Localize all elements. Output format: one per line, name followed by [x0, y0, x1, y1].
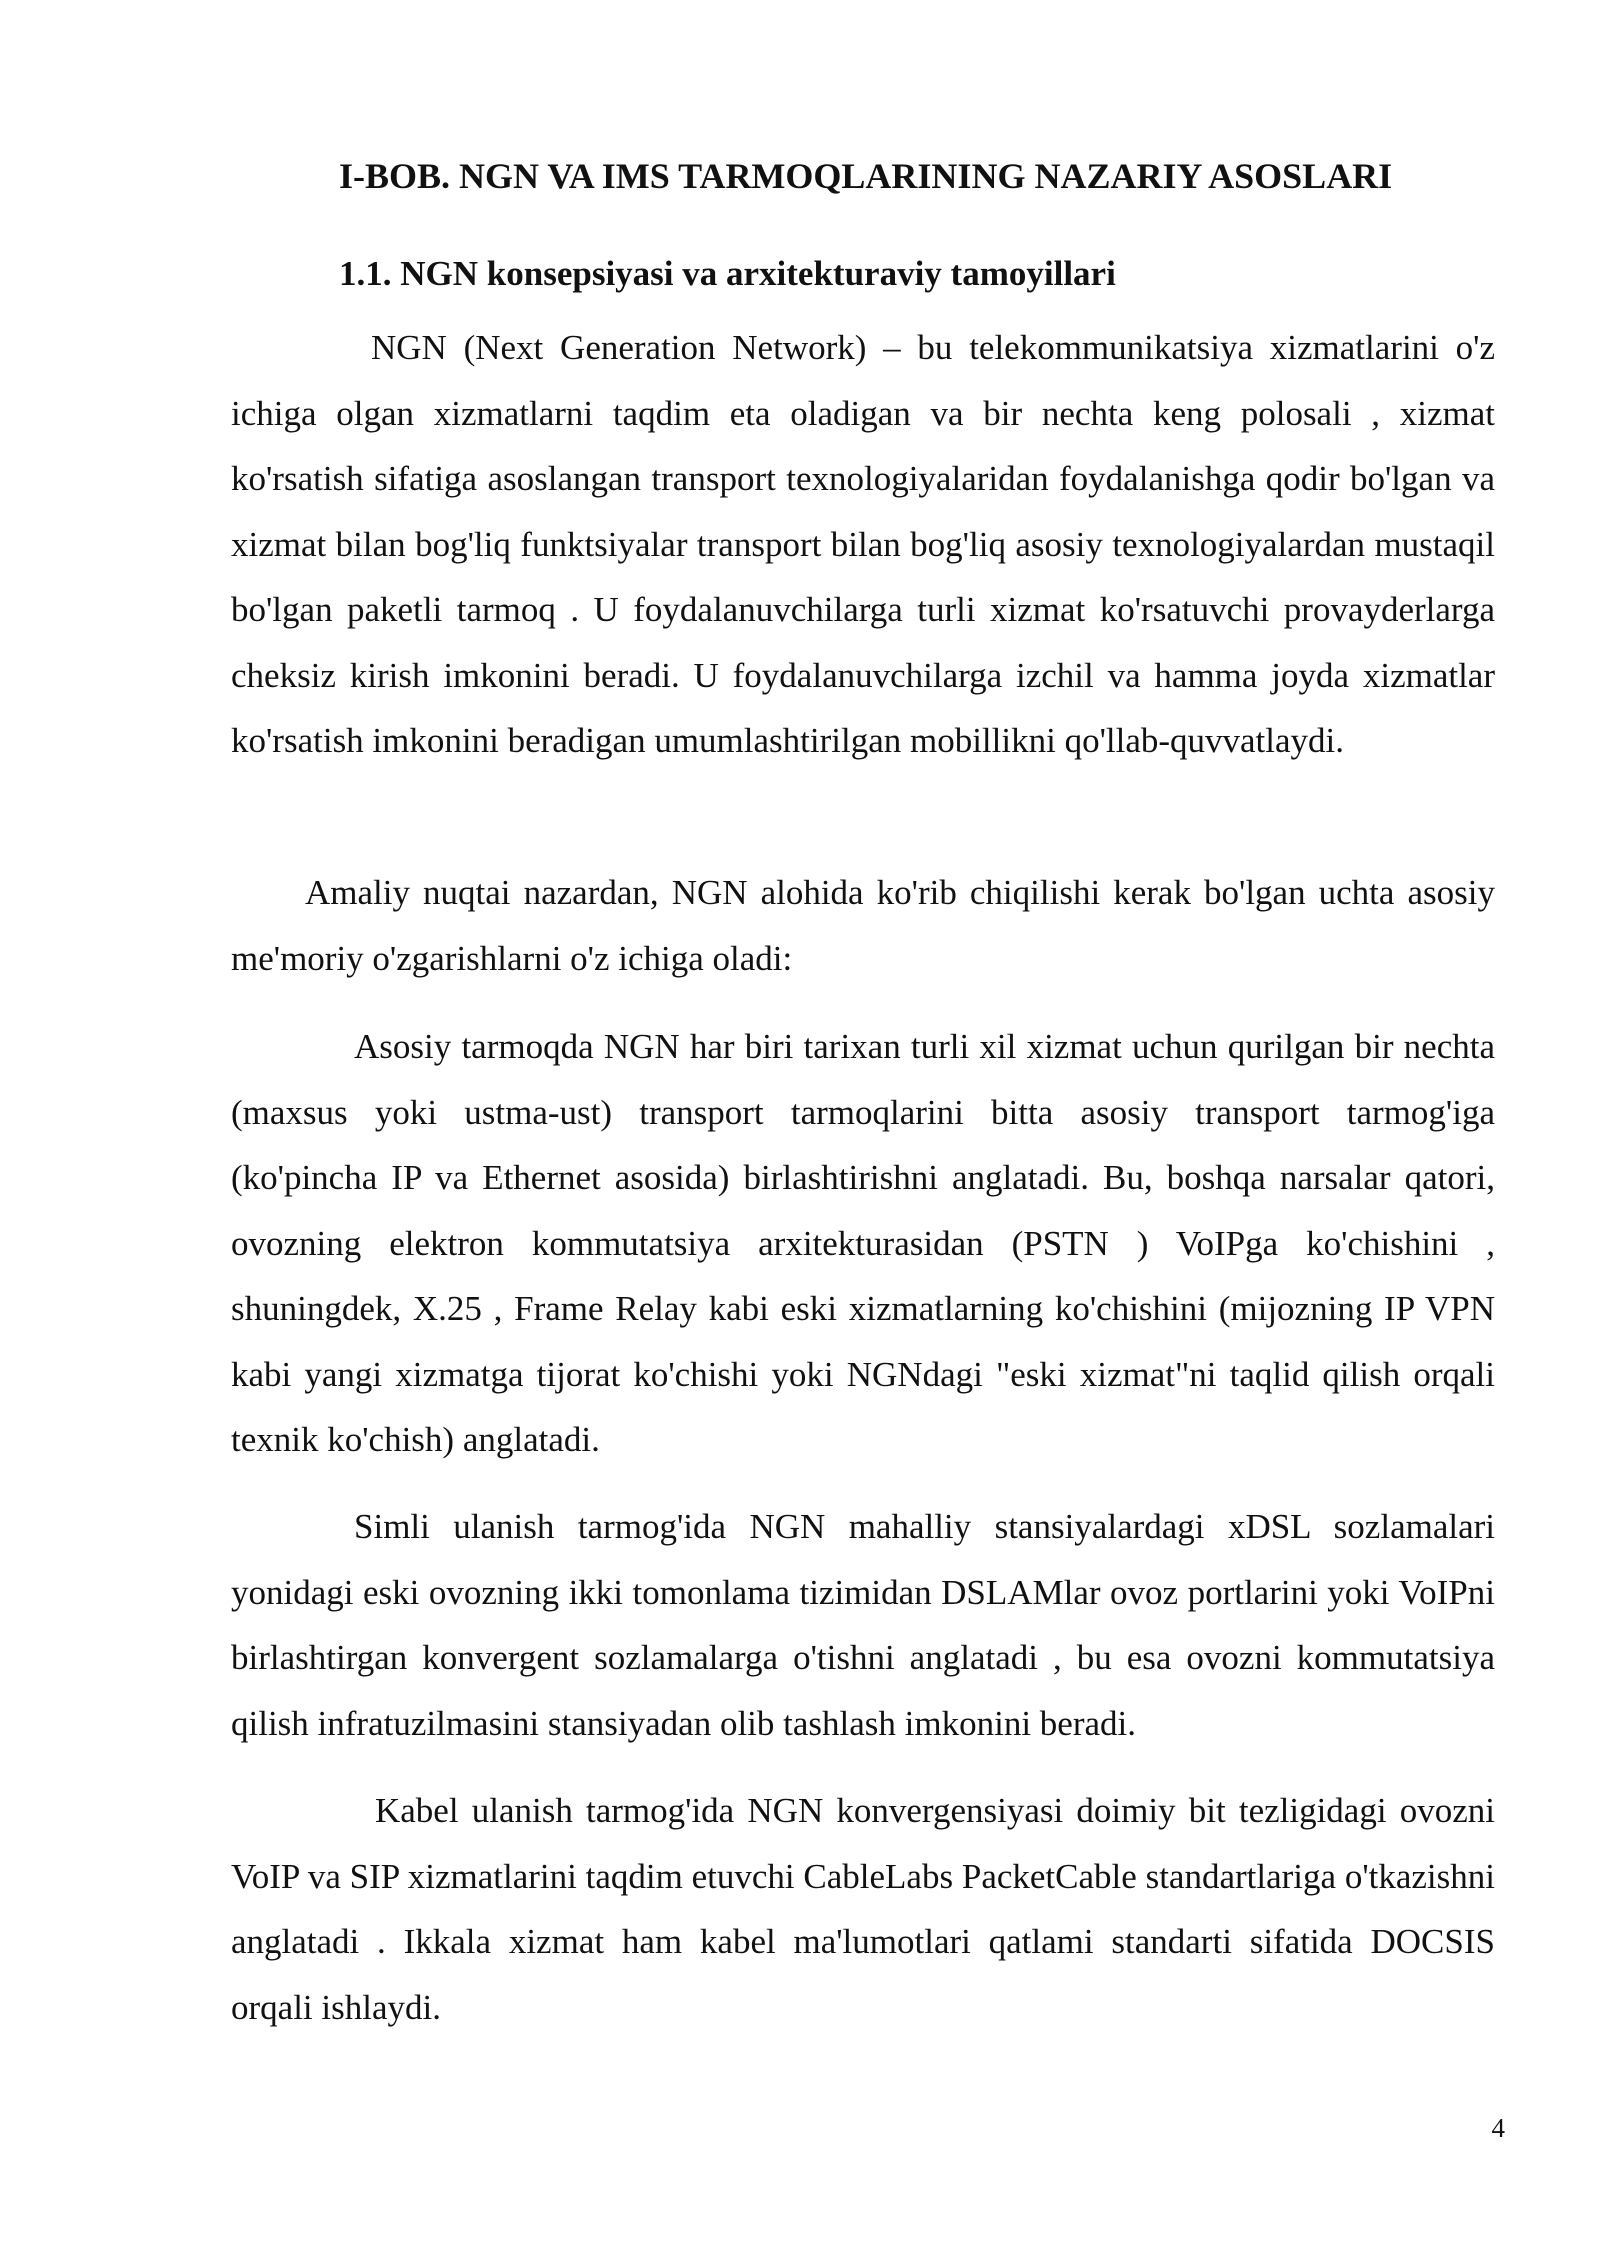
paragraph-core-network: Asosiy tarmoqda NGN har biri tarixan turli xil xizmat uchun qurilgan bir nechta (maxsus yoki ustma-ust) transport tarmoqlarini bitta asosiy transport tarmog'iga (ko'pincha IP va Ethernet asosida) birlashtirishni anglatadi. Bu, boshqa narsalar qatori, ovozning elektron kommutatsiya arxitekturasidan (PSTN ) VoIPga ko'chishini , shuningdek, X.25 , Frame Relay kabi eski xizmatlarning ko'chishini (mijozning IP VPN kabi yangi xizmatga tijorat ko'chishi yoki NGNdagi "eski xizmat"ni taqlid qilish orqali texnik ko'chish) anglatadi.	[231, 1027, 1495, 1459]
paragraph-architectural-changes: Amaliy nuqtai nazardan, NGN alohida ko'rib chiqilishi kerak bo'lgan uchta asosiy me'moriy o'zgarishlarni o'z ichiga oladi:	[231, 873, 1495, 978]
paragraph-wired-access: Simli ulanish tarmog'ida NGN mahalliy stansiyalardagi xDSL sozlamalari yonidagi eski ovozning ikki tomonlama tizimidan DSLAMlar ovoz portlarini yoki VoIPni birlashtirgan konvergent sozlamalarga o'tishni anglatadi , bu esa ovozni kommutatsiya qilish infratuzilmasini stansiyadan olib tashlash imkonini beradi.	[231, 1507, 1495, 1743]
paragraph-cable-access: Kabel ulanish tarmog'ida NGN konvergensiyasi doimiy bit tezligidagi ovozni VoIP va SIP xizmatlarini taqdim etuvchi CableLabs PacketCable standartlariga o'tkazishni anglatadi . Ikkala xizmat ham kabel ma'lumotlari qatlami standarti sifatida DOCSIS orqali ishlaydi.	[231, 1791, 1495, 2027]
paragraph-ngn-definition: NGN (Next Generation Network) – bu telekommunikatsiya xizmatlarini o'z ichiga olgan xizmatlarni taqdim eta oladigan va bir nechta keng polosali , xizmat ko'rsatish sifatiga asoslangan transport texnologiyalaridan foydalanishga qodir bo'lgan va xizmat bilan bog'liq funktsiyalar transport bilan bog'liq asosiy texnologiyalardan mustaqil bo'lgan paketli tarmoq . U foydalanuvchilarga turli xizmat ko'rsatuvchi provayderlarga cheksiz kirish imkonini beradi. U foydalanuvchilarga izchil va hamma joyda xizmatlar ko'rsatish imkonini beradigan umumlashtirilgan mobillikni qo'llab-quvvatlaydi.	[231, 328, 1495, 760]
page-number: 4	[1491, 2113, 1505, 2143]
section-title: 1.1. NGN konsepsiyasi va arxitekturaviy tamoyillari	[339, 254, 1116, 293]
chapter-title: I-BOB. NGN VA IMS TARMOQLARINING NAZARIY ASOSLARI	[339, 156, 1393, 196]
